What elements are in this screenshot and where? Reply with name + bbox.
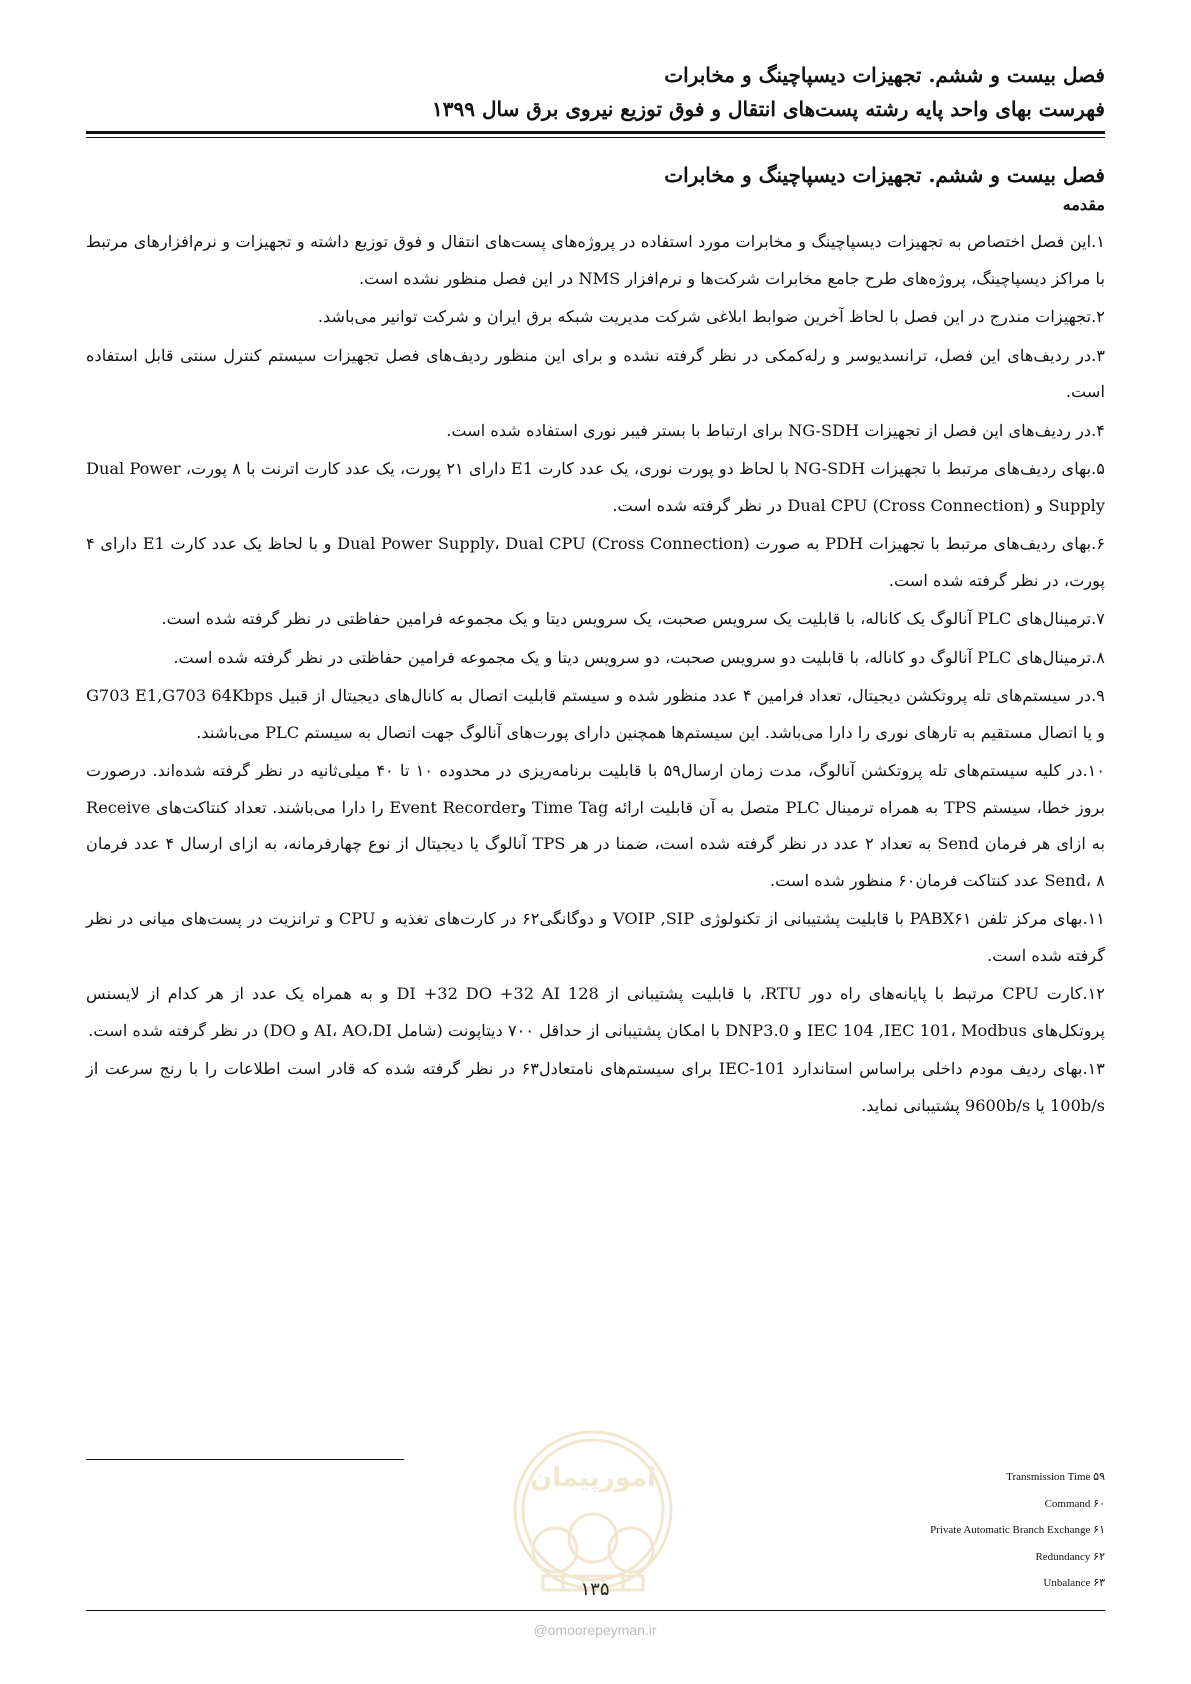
paragraph-11: ۱۱.بهای مرکز تلفن PABX۶۱ با قابلیت پشتیبانی از تکنولوژی VOIP ,SIP و دوگانگی۶۲ در کارت‌های تغذیه و CPU و ترانزیت در پست‌های میانی در نظر گرفته شده است. xyxy=(86,909,1105,965)
paragraph-1: ۱.این فصل اختصاص به تجهیزات دیسپاچینگ و مخابرات مورد استفاده در پروژه‌های پست‌های انتقال و فوق توزیع داشته و تجهیزات و نرم‌افزارهای مرتبط با مراکز دیسپاچینگ، پروژه‌های طرح جامع مخابرات شرکت‌ها و نرم‌افزار NMS در این فصل منظور نشده است. xyxy=(86,232,1105,288)
paragraph-12: ۱۲.کارت CPU مرتبط با پایانه‌های راه دور RTU، با قابلیت پشتیبانی از 128 DI +32 DO +32 AI و به همراه یک عدد از هر کدام از لایسنس پروتکل‌های IEC 104 ,IEC 101، Modbus و DNP3.0 با امکان پشتیبانی از حداقل ۷۰۰ دیتاپونت (شامل AI، AO،DI و DO) در نظر گرفته شده است. xyxy=(86,984,1105,1040)
footnote-61: Private Automatic Branch Exchange ۶۱ xyxy=(930,1524,1105,1536)
header-rule-thick xyxy=(86,131,1105,134)
paragraph-13: ۱۳.بهای ردیف مودم داخلی براساس استاندارد IEC-101 برای سیستم‌های نامتعادل۶۳ در نظر گرفته شده که قادر است اطلاعات را با رنج سرعت از 100b/s یا 9600b/s پشتیبانی نماید. xyxy=(86,1059,1105,1115)
footnote-59: Transmission Time ۵۹ xyxy=(1006,1471,1105,1483)
paragraph-6: ۶.بهای ردیف‌های مرتبط با تجهیزات PDH به صورت Dual Power Supply، Dual CPU (Cross Connection) و با لحاظ یک عدد کارت E1 دارای ۴ پورت، در نظر گرفته شده است. xyxy=(86,534,1106,590)
footnotes xyxy=(705,1464,1105,1597)
svg-text:امورپیمان: امورپیمان xyxy=(529,1463,657,1493)
footnote-60: Command ۶۰ xyxy=(1044,1497,1105,1510)
paragraph-5: ۵.بهای ردیف‌های مرتبط با تجهیزات NG-SDH با لحاظ دو پورت نوری، یک عدد کارت E1 دارای ۲۱ پورت، یک عدد کارت اترنت با ۸ پورت، Dual Power Supply و Dual CPU (Cross Connection) در نظر گرفته شده است. xyxy=(86,459,1105,515)
page-number: ۱۳۵ xyxy=(580,1579,610,1600)
page-body xyxy=(86,160,1105,1126)
section-subtitle: مقدمه xyxy=(1062,195,1105,214)
footnote-63: Unbalance ۶۳ xyxy=(1043,1577,1105,1589)
site-watermark: @omoorepeyman.ir xyxy=(533,1622,657,1638)
paragraph-8: ۸.ترمینال‌های PLC آنالوگ دو کاناله، با قابلیت دو سرویس صحبت، دو سرویس دیتا و یک مجموعه فرامین حفاظتی در نظر گرفته شده است. xyxy=(173,647,1105,667)
footnote-rule xyxy=(86,1459,404,1460)
header-chapter-title: فصل بیست و ششم. تجهیزات دیسپاچینگ و مخابرات xyxy=(664,63,1105,87)
header-rule-thin xyxy=(86,137,1105,138)
paragraph-3: ۳.در ردیف‌های این فصل، ترانسدیوسر و رله‌کمکی در نظر گرفته نشده و برای این منظور ردیف‌های فصل تجهیزات سیستم کنترل سنتی قابل استفاده است. xyxy=(86,345,1106,401)
footnote-62: Redundancy ۶۲ xyxy=(1035,1550,1105,1563)
header-document-title: فهرست بهای واحد پایه رشته پست‌های انتقال و فوق توزیع نیروی برق سال ۱۳۹۹ xyxy=(432,97,1105,121)
paragraph-7: ۷.ترمینال‌های PLC آنالوگ یک کاناله، با قابلیت یک سرویس صحبت، یک سرویس دیتا و یک مجموعه فرامین حفاظتی در نظر گرفته شده است. xyxy=(161,609,1105,628)
section-title: فصل بیست و ششم. تجهیزات دیسپاچینگ و مخابرات xyxy=(664,163,1105,187)
page-header xyxy=(85,58,1105,126)
footer-rule xyxy=(86,1610,1105,1611)
paragraph-2: ۲.تجهیزات مندرج در این فصل با لحاظ آخرین ضوابط ابلاغی شرکت مدیریت شبکه برق ایران و شرکت توانیر می‌باشد. xyxy=(317,307,1105,326)
paragraph-9: ۹.در سیستم‌های تله پروتکشن دیجیتال، تعداد فرامین ۴ عدد منظور شده و سیستم قابلیت اتصال به کانال‌های دیجیتال از قبیل G703 E1,G703 64Kbps و یا اتصال مستقیم به تارهای نوری را دارا می‌باشد. این سیستم‌ها همچنین دارای پورت‌های آنالوگ جهت اتصال به سیستم PLC می‌باشند. xyxy=(86,686,1105,742)
paragraph-4: ۴.در ردیف‌های این فصل از تجهیزات NG-SDH برای ارتباط با بستر فیبر نوری استفاده شده است. xyxy=(446,420,1105,440)
paragraph-10: ۱۰.در کلیه سیستم‌های تله پروتکشن آنالوگ، مدت زمان ارسال۵۹ با قابلیت برنامه‌ریزی در محدوده ۱۰ تا ۴۰ میلی‌ثانیه در نظر گرفته شده‌اند. درصورت بروز خطا، سیستم TPS به همراه ترمینال PLC متصل به آن قابلیت ارائه Time Tag وEvent Recorder را دارا می‌باشند. تعداد کنتاکت‌های Receive به ازای هر فرمان Send به تعداد ۲ عدد در نظر گرفته شده است، ضمنا در هر TPS آنالوگ یا دیجیتال از نوع چهارفرمانه، به ازای ارسال ۴ عدد فرمان Send، ۸ عدد کنتاکت فرمان۶۰ منظور شده است. xyxy=(86,761,1106,890)
